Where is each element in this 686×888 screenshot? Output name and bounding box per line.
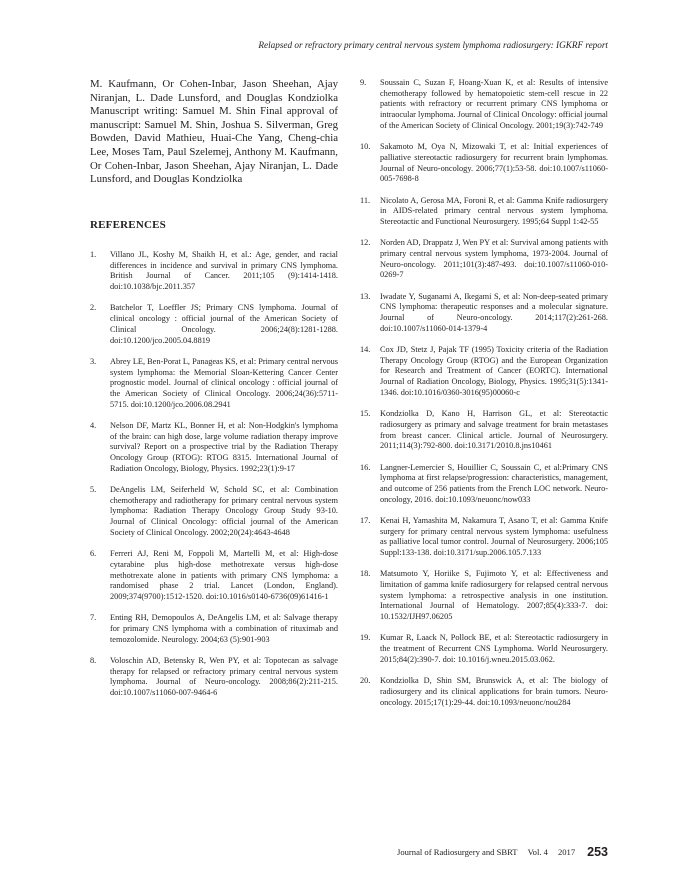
reference-number: 7. xyxy=(90,613,97,623)
reference-text: Batchelor T, Loeffler JS; Primary CNS lymphoma. Journal of clinical oncology : official journal of the American Society of Clinical Oncology. 2006;24(8):1281-1288. doi:10.1200/jco.2005.04.8819 xyxy=(110,303,338,345)
reference-number: 14. xyxy=(360,345,371,355)
reference-item xyxy=(360,238,608,281)
reference-number: 3. xyxy=(90,356,97,366)
reference-text: Sakamoto M, Oya N, Mizowaki T, et al: Initial experiences of palliative stereotactic radiosurgery for recurrent brain lymphomas. Journal of Neuro-oncology. 2006;77(1):53-58. doi:10.1007/s11060-005-7698-8 xyxy=(380,142,608,184)
reference-item xyxy=(360,463,608,506)
reference-text: Norden AD, Drappatz J, Wen PY et al: Survival among patients with primary central nervous system lymphoma, 1973-2004. Journal of Neuro-oncology. 2011;101(3):487-493. doi:10.1007/s11060-010-0269-7 xyxy=(380,238,608,280)
reference-text: Voloschin AD, Betensky R, Wen PY, et al: Topotecan as salvage therapy for relapsed or refractory primary central nervous system lymphoma. Journal of Neuro-oncology. 2008;86(2):211-215. doi:10.1007/s11060-007-9464-6 xyxy=(110,655,338,698)
reference-item xyxy=(90,549,338,603)
reference-number: 8. xyxy=(90,655,97,665)
reference-item xyxy=(360,142,608,185)
reference-text: DeAngelis LM, Seiferheld W, Schold SC, et al: Combination chemotherapy and radiotherapy for primary central nervous system lymphoma: Radiation Therapy Oncology Group Study 93-10. Journal of Clinical Oncology: official journal of the American Society of Clinical Oncology. 2002;20(24):4643-4648 xyxy=(110,485,338,537)
contributions-text: M. Kaufmann, Or Cohen-Inbar, Jason Sheehan, Ajay Niranjan, L. Dade Lunsford, and Douglas Kondziolka Manuscript writing: Samuel M. Shin Final approval of manuscript: Samuel M. Shin, Joshua S. Silverman, Greg Bowden, David Mathieu, Huai-Che Yang, Cheng-chia Lee, Moses Tam, Paul Szelemej, Anthony M. Kaufmann, Or Cohen-Inbar, Jason Sheehan, Ajay Niranjan, L. Dade Lunsford, and Douglas Kondziolka xyxy=(90,78,338,186)
reference-number: 5. xyxy=(90,485,97,495)
reference-text: Kumar R, Laack N, Pollock BE, et al: Stereotactic radiosurgery in the treatment of Recurrent CNS Lymphoma. World Neurosurgery. 2015;84(2):390-7. doi: 10.1016/j.wneu.2015.03.062. xyxy=(380,633,608,664)
reference-number: 4. xyxy=(90,420,97,430)
reference-text: Soussain C, Suzan F, Hoang-Xuan K, et al: Results of intensive chemotherapy followed by hematopoietic stem-cell rescue in 22 patients with refractory or recurrent primary CNS lymphoma or intraocular lymphoma. Journal of Clinical Oncology: official journal of the American Society of Clinical Oncology. 2001;19(3):742-749 xyxy=(380,78,608,130)
reference-item xyxy=(90,613,338,645)
reference-item xyxy=(360,569,608,623)
reference-number: 19. xyxy=(360,633,371,643)
reference-item xyxy=(360,516,608,559)
reference-text: Abrey LE, Ben-Porat L, Panageas KS, et al: Primary central nervous system lymphoma: the Memorial Sloan-Kettering Cancer Center prognostic model. Journal of clinical oncology : official journal of the American Society of Clinical Oncology. 2006;24(36):5711-5715. doi:10.1200/jco.2006.08.2941 xyxy=(110,356,338,409)
reference-number: 16. xyxy=(360,462,371,472)
reference-text: Cox JD, Stetz J, Pajak TF (1995) Toxicity criteria of the Radiation Therapy Oncology Group (RTOG) and the European Organization for Research and Treatment of Cancer (EORTC). International Journal of Radiation Oncology, Biology, Physics. 1995;31(5):1341-1346. doi:10.1016/0360-3016(95)00060-c xyxy=(380,345,608,397)
reference-text: Nicolato A, Gerosa MA, Foroni R, et al: Gamma Knife radiosurgery in AIDS-related primary central nervous system lymphoma. Stereotactic and Functional Neurosurgery. 1995;64 Suppl 1:42-55 xyxy=(380,195,608,226)
reference-number: 2. xyxy=(90,303,97,313)
page-number: 253 xyxy=(587,845,608,859)
reference-number: 20. xyxy=(360,676,371,686)
author-contributions xyxy=(90,78,338,187)
references-heading: REFERENCES xyxy=(90,219,166,231)
reference-number: 18. xyxy=(360,569,371,579)
reference-number: 9. xyxy=(360,78,367,87)
reference-item xyxy=(360,345,608,399)
reference-text: Nelson DF, Martz KL, Bonner H, et al: Non-Hodgkin's lymphoma of the brain: can high dose, large volume radiation therapy improve survival? Report on a prospective trial by the Radiation Therapy Oncology Group (RTOG): RTOG 8315. International Journal of Radiation Oncology, Biology, Physics. 1992;23(1):9-17 xyxy=(110,420,338,473)
footer-year: 2017 xyxy=(557,847,576,857)
reference-number: 1. xyxy=(90,250,97,259)
reference-item xyxy=(360,676,608,708)
reference-item xyxy=(90,656,338,699)
reference-item xyxy=(360,78,608,132)
page-footer xyxy=(90,845,608,859)
reference-text: Villano JL, Koshy M, Shaikh H, et al.: Age, gender, and racial differences in incidence and survival in primary CNS lymphoma. British Journal of Cancer. 2011;105 (9):1414-1418. doi:10.1038/bjc.2011.357 xyxy=(110,250,338,292)
references-list-left xyxy=(90,250,338,709)
reference-text: Iwadate Y, Suganami A, Ikegami S, et al: Non-deep-seated primary CNS lymphoma: therapeutic responses and a molecular signature. Journal of Neuro-oncology. 2014;117(2):261-268. doi:10.1007/s11060-014-1379-4 xyxy=(380,291,608,333)
reference-text: Langner-Lemercier S, Houillier C, Soussain C, et al:Primary CNS lymphoma at first relapse/progression: characteristics, management, and outcome of 256 patients from the French LOC network. Neuro-oncology, 2016. doi:10.1093/neuonc/now033 xyxy=(380,462,608,504)
reference-number: 17. xyxy=(360,515,371,525)
reference-item xyxy=(90,421,338,475)
reference-item xyxy=(90,303,338,346)
reference-number: 11. xyxy=(360,195,371,205)
reference-number: 10. xyxy=(360,142,371,152)
reference-item xyxy=(90,250,338,293)
reference-text: Matsumoto Y, Horiike S, Fujimoto Y, et al: Effectiveness and limitation of gamma knife radiosurgery for relapsed central nervous system lymphoma: a retrospective analysis in one institution. International Journal of Hematology. 2007;85(4):333-7. doi: 10.1532/IJH97.06205 xyxy=(380,569,608,622)
reference-text: Kenai H, Yamashita M, Nakamura T, Asano T, et al: Gamma Knife surgery for primary central nervous system lymphoma: usefulness as palliative local tumor control. Journal of Neurosurgery. 2006;105 Suppl:133-138. doi:10.3171/sup.2006.105.7.133 xyxy=(380,515,608,558)
reference-item xyxy=(360,292,608,335)
reference-text: Enting RH, Demopoulos A, DeAngelis LM, et al: Salvage therapy for primary CNS lymphoma with a combination of rituximab and temozolomide. Neurology. 2004;63 (5):901-903 xyxy=(110,613,338,644)
running-head: Relapsed or refractory primary central nervous system lymphoma radiosurgery: IGKRF report xyxy=(258,40,608,50)
reference-item xyxy=(360,633,608,665)
reference-text: Kondziolka D, Kano H, Harrison GL, et al: Stereotactic radiosurgery as primary and salvage treatment for brain metastases from breast cancer. Clinical article. Journal of Neurosurgery. 2011;114(3):792-800. doi:10.3171/2010.8.jns10461 xyxy=(380,409,608,451)
reference-text: Ferreri AJ, Reni M, Foppoli M, Martelli M, et al: High-dose cytarabine plus high-dose methotrexate versus high-dose methotrexate alone in patients with primary CNS lymphoma: a randomised phase 2 trial. Lancet (London, England). 2009;374(9700):1512-1520. doi:10.1016/s0140-6736(09)61416-1 xyxy=(110,549,338,601)
reference-number: 13. xyxy=(360,291,371,301)
reference-number: 12. xyxy=(360,238,371,248)
reference-number: 6. xyxy=(90,549,97,559)
reference-item xyxy=(90,357,338,411)
footer-volume: Vol. 4 xyxy=(527,847,548,857)
reference-number: 15. xyxy=(360,409,371,419)
reference-text: Kondziolka D, Shin SM, Brunswick A, et al: The biology of radiosurgery and its clinical applications for brain tumors. Neuro-oncology. 2015;17(1):29-44. doi:10.1093/neuonc/nou284 xyxy=(380,676,608,707)
references-list-right xyxy=(360,78,608,719)
reference-item xyxy=(360,196,608,228)
reference-item xyxy=(90,485,338,539)
reference-item xyxy=(360,409,608,452)
footer-journal: Journal of Radiosurgery and SBRT xyxy=(396,847,518,857)
